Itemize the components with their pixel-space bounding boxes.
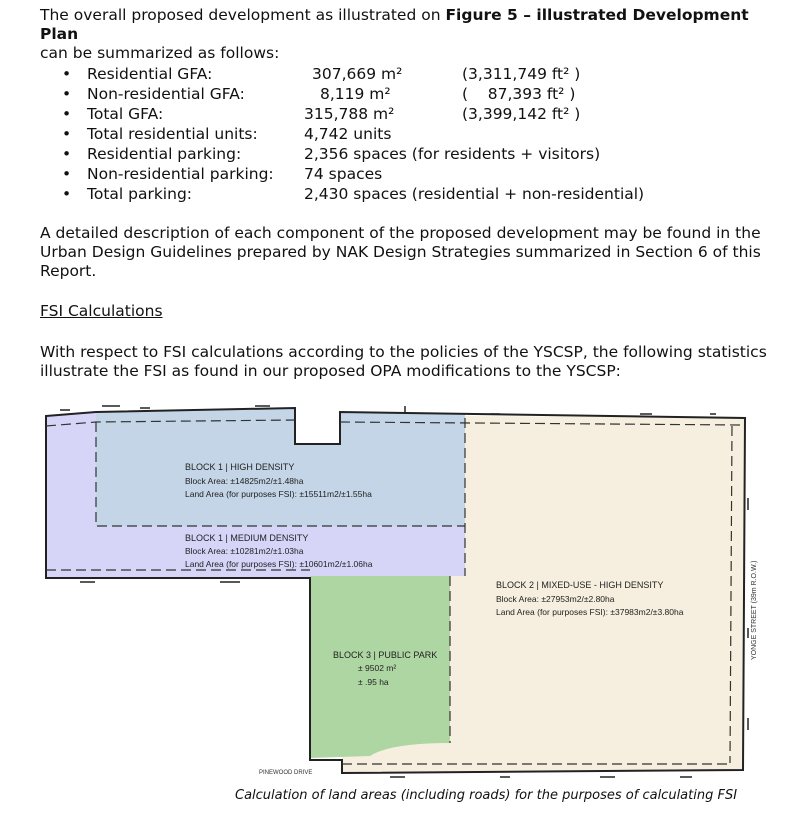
bullet-icon: • [62,185,72,203]
stat-label: Total residential units: [87,125,258,143]
stat-imperial: (3,311,749 ft² ) [462,65,581,83]
bullet-icon: • [62,165,72,183]
figure-reference: Figure 5 – illustrated Development Plan [40,6,749,43]
site-plan [40,398,765,780]
stat-value: 2,430 spaces (residential + non-residential) [304,185,645,203]
block2-title: BLOCK 2 | MIXED-USE - HIGH DENSITY [496,580,664,590]
bullet-icon: • [62,145,72,163]
stat-label: Non-residential GFA: [87,85,245,103]
stat-value: 307,669 m² [312,65,403,83]
stat-label: Residential parking: [87,145,242,163]
stat-value: 74 spaces [304,165,383,183]
block1-high-area: Block Area: ±14825m2/±1.48ha [185,476,304,486]
fsi-heading: FSI Calculations [40,302,163,320]
block3-title: BLOCK 3 | PUBLIC PARK [333,650,438,660]
block1-high-land: Land Area (for purposes FSI): ±15511m2/±1.55ha [185,489,372,499]
block3-area: ± 9502 m² [358,663,397,673]
stat-imperial: ( 87,393 ft² ) [462,85,576,103]
intro-text-before: The overall proposed development as illustrated on [40,6,446,24]
bullet-icon: • [62,85,72,103]
stat-label: Residential GFA: [87,65,213,83]
stat-label: Non-residential parking: [87,165,274,183]
stat-label: Total GFA: [87,105,164,123]
stat-imperial: (3,399,142 ft² ) [462,105,581,123]
stat-value: 2,356 spaces (for residents + visitors) [304,145,601,163]
fsi-intro-paragraph: With respect to FSI calculations according to the policies of the YSCSP, the following statistics illustrate the FSI as found in our proposed OPA modifications to the YSCSP: [40,343,767,380]
bullet-icon: • [62,125,72,143]
block2-area: Block Area: ±27953m2/±2.80ha [496,594,615,604]
street-label-yonge: YONGE STREET (39m R.O.W.) [751,560,758,660]
bullet-icon: • [62,65,72,83]
street-label-pinewood: PINEWOOD DRIVE [259,770,313,776]
description-paragraph: A detailed description of each component of the proposed development may be found in the Urban Design Guidelines prepared by NAK Design Strategies summarized in Section 6 of this Report. [40,224,761,280]
intro-paragraph [40,6,768,63]
stat-label: Total parking: [87,185,193,203]
block2-land: Land Area (for purposes FSI): ±37983m2/±3.80ha [496,607,684,617]
block1-medium-area: Block Area: ±10281m2/±1.03ha [185,546,304,556]
stat-value: 4,742 units [304,125,392,143]
block1-medium-land: Land Area (for purposes FSI): ±10601m2/±1.06ha [185,559,373,569]
intro-text-after: can be summarized as follows: [40,44,280,62]
block1-high-title: BLOCK 1 | HIGH DENSITY [185,462,295,472]
stat-value: 8,119 m² [320,85,391,103]
block3-ha: ± .95 ha [358,677,389,687]
stat-value: 315,788 m² [304,105,395,123]
bullet-icon: • [62,105,72,123]
figure-caption: Calculation of land areas (including roads) for the purposes of calculating FSI [235,788,738,803]
block1-medium-title: BLOCK 1 | MEDIUM DENSITY [185,533,309,543]
